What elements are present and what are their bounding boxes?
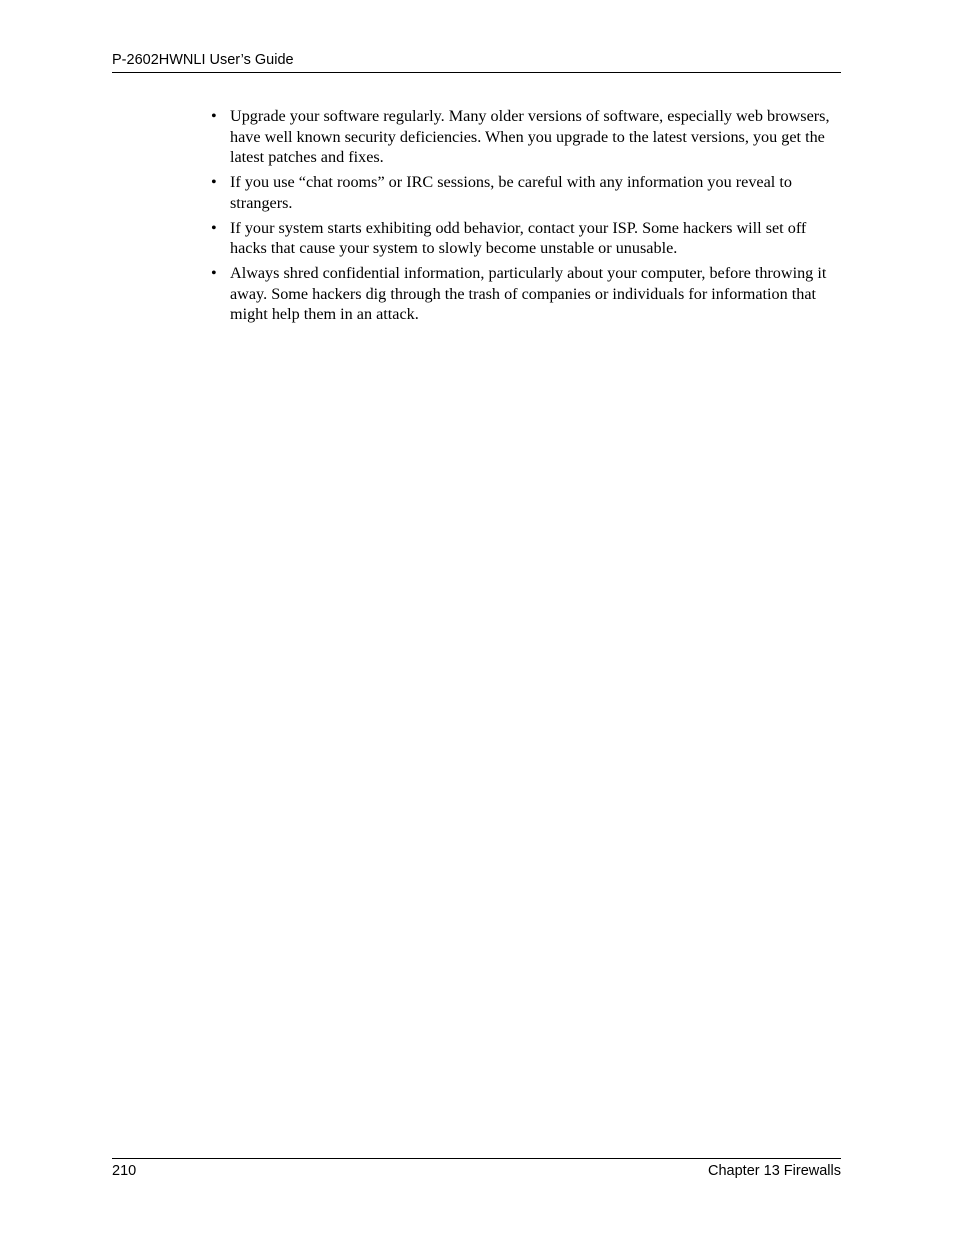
list-item <box>211 172 843 213</box>
page-footer <box>112 1158 841 1179</box>
list-item <box>211 106 843 168</box>
list-item <box>211 263 843 325</box>
bullet-icon: • <box>211 218 217 237</box>
bullet-icon: • <box>211 264 217 282</box>
list-item-text: Upgrade your software regularly. Many older versions of software, especially web browsers, have well known security deficiencies. When you upgrade to the latest versions, you get the latest patches and fixes. <box>230 107 830 166</box>
header-title: P-2602HWNLI User’s Guide <box>112 52 294 68</box>
page-number: 210 <box>112 1163 137 1179</box>
bullet-icon: • <box>211 107 217 125</box>
chapter-title: Chapter 13 Firewalls <box>708 1163 841 1179</box>
bullet-icon: • <box>211 173 217 191</box>
list-item-text: Always shred confidential information, particularly about your computer, before throwing it away. Some hackers dig through the trash of companies or individuals for information that might help them in an attack. <box>230 264 827 323</box>
list-item-text: If you use “chat rooms” or IRC sessions, be careful with any information you reveal to strangers. <box>230 173 792 212</box>
security-tips-list <box>211 106 843 325</box>
page-header <box>112 51 841 73</box>
list-item-text: If your system starts exhibiting odd behavior, contact your ISP. Some hackers will set off hacks that cause your system to slowly become unstable or unusable. <box>230 218 807 257</box>
body-content <box>211 106 843 329</box>
list-item <box>211 218 843 259</box>
